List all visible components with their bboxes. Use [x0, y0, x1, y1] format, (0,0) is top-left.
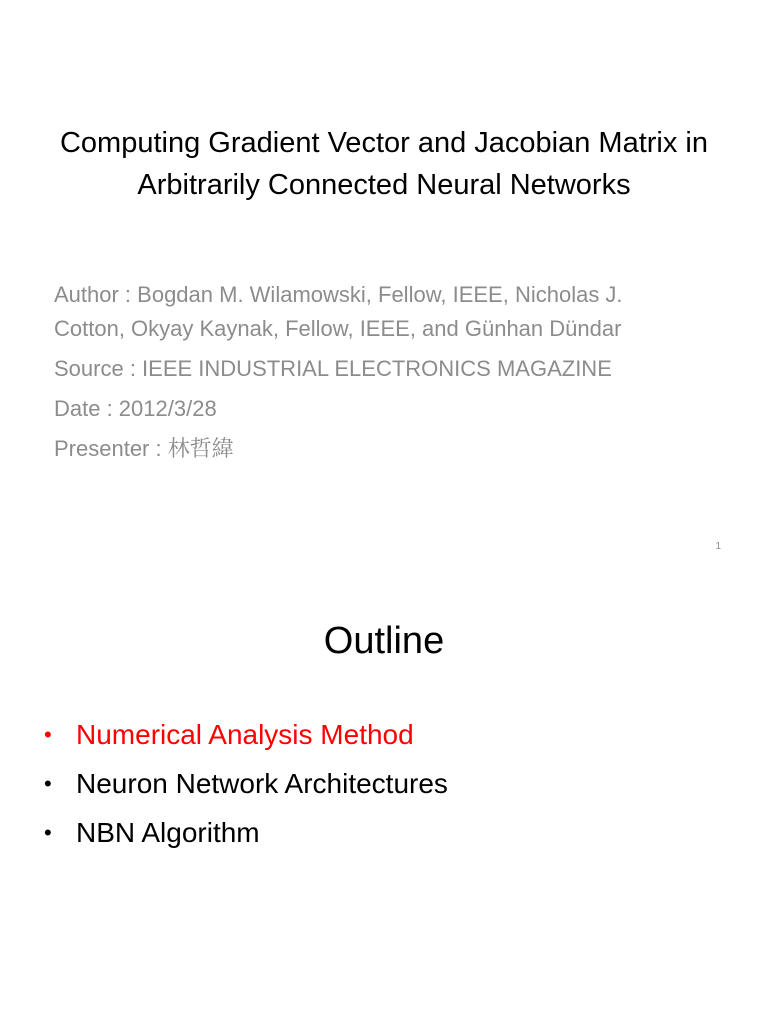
outline-item-label: NBN Algorithm [76, 817, 260, 848]
bullet-icon: • [44, 771, 52, 796]
outline-item-label: Numerical Analysis Method [76, 719, 414, 750]
outline-title: Outline [323, 620, 445, 662]
outline-item-label: Neuron Network Architectures [76, 768, 448, 799]
source-line: Source : IEEE INDUSTRIAL ELECTRONICS MAGAZINE [54, 356, 612, 381]
slide-metadata [54, 278, 734, 472]
bullet-icon: • [44, 820, 52, 845]
author-line-2: Cotton, Okyay Kaynak, Fellow, IEEE, and Günhan Dündar [54, 316, 622, 341]
slide-title-line2: Arbitrarily Connected Neural Networks [137, 169, 631, 201]
outline-item-architectures [44, 759, 448, 808]
outline-item-numerical-analysis [44, 710, 448, 759]
outline-item-nbn-algorithm [44, 808, 448, 857]
author-line-1: Author : Bogdan M. Wilamowski, Fellow, IEEE, Nicholas J. [54, 282, 623, 307]
slide-title [20, 122, 748, 206]
date-line: Date : 2012/3/28 [54, 396, 217, 421]
page-number: 1 [715, 541, 721, 552]
outline-slide [0, 576, 768, 1024]
presenter-line: Presenter : 林哲緯 [54, 436, 234, 461]
slide-title-line1: Computing Gradient Vector and Jacobian Matrix in [59, 127, 708, 159]
bullet-icon: • [44, 722, 52, 747]
outline-list [44, 710, 448, 857]
